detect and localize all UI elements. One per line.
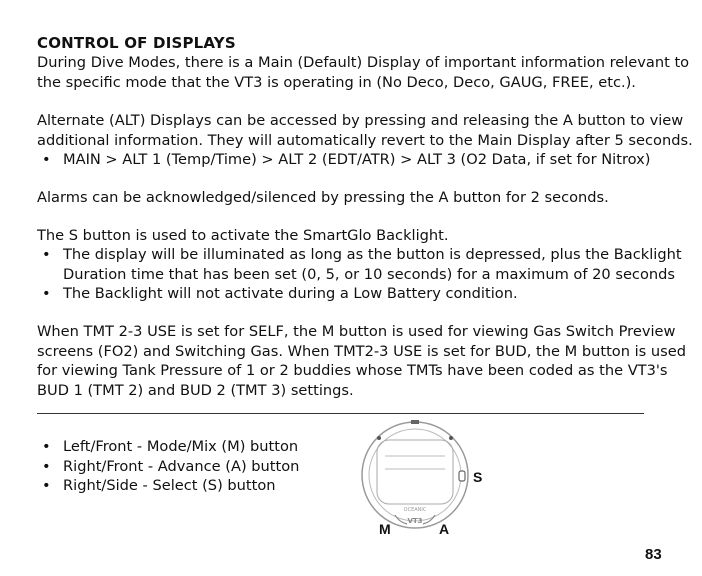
label-m-button: M [379, 521, 391, 537]
bullet-button-s: • Right/Side - Select (S) button [63, 476, 276, 496]
bullet-button-m: • Left/Front - Mode/Mix (M) button [63, 437, 298, 457]
device-mark-right [449, 436, 453, 440]
text-line: During Dive Modes, there is a Main (Default) Display of important information relevant to [37, 54, 690, 71]
paragraph-alarms: Alarms can be acknowledged/silenced by pressing the A button for 2 seconds. [37, 189, 609, 206]
text-line: for viewing Tank Pressure of 1 or 2 buddies whose TMTs have been coded as the VT3's [37, 362, 668, 379]
section-heading: CONTROL OF DISPLAYS [37, 34, 236, 52]
divider [37, 413, 644, 414]
device-screen [377, 440, 453, 504]
bullet-backlight-illumination: • The display will be illuminated as long as the button is depressed, plus the Backlight [63, 245, 682, 265]
text-line: Alternate (ALT) Displays can be accessed by pressing and releasing the A button to view [37, 112, 684, 129]
bullet-button-a: • Right/Front - Advance (A) button [63, 457, 299, 477]
text-line: BUD 1 (TMT 2) and BUD 2 (TMT 3) settings. [37, 381, 354, 399]
paragraph-main-display [37, 53, 689, 92]
device-mark-left [377, 436, 381, 440]
text-line: additional information. They will automatically revert to the Main Display after 5 seconds. [37, 131, 693, 149]
dive-computer-illustration [355, 418, 475, 530]
paragraph-backlight: The S button is used to activate the SmartGlo Backlight. [37, 227, 449, 244]
s-button-shape [459, 471, 465, 481]
label-a-button: A [439, 521, 450, 537]
paragraph-alt-displays [37, 111, 693, 150]
text-line: the specific mode that the VT3 is operating in (No Deco, Deco, GAUG, FREE, etc.). [37, 73, 636, 91]
device-top-notch [411, 420, 419, 424]
device-brand-label: OCEANIC [403, 507, 427, 513]
bullet-backlight-illumination-cont: Duration time that has been set (0, 5, or 10 seconds) for a maximum of 20 seconds [63, 266, 675, 283]
page-number: 83 [645, 546, 662, 563]
device-model-label: VT3 [407, 517, 423, 525]
bullet-backlight-low-battery: • The Backlight will not activate during a Low Battery condition. [63, 284, 518, 304]
paragraph-tmt-use [37, 322, 686, 400]
label-s-button: S [473, 469, 483, 485]
text-line: screens (FO2) and Switching Gas. When TMT2-3 USE is set for BUD, the M button is used [37, 342, 687, 360]
bullet-alt-sequence: • MAIN > ALT 1 (Temp/Time) > ALT 2 (EDT/ATR) > ALT 3 (O2 Data, if set for Nitrox) [63, 150, 650, 170]
text-line: When TMT 2-3 USE is set for SELF, the M button is used for viewing Gas Switch Preview [37, 323, 676, 340]
